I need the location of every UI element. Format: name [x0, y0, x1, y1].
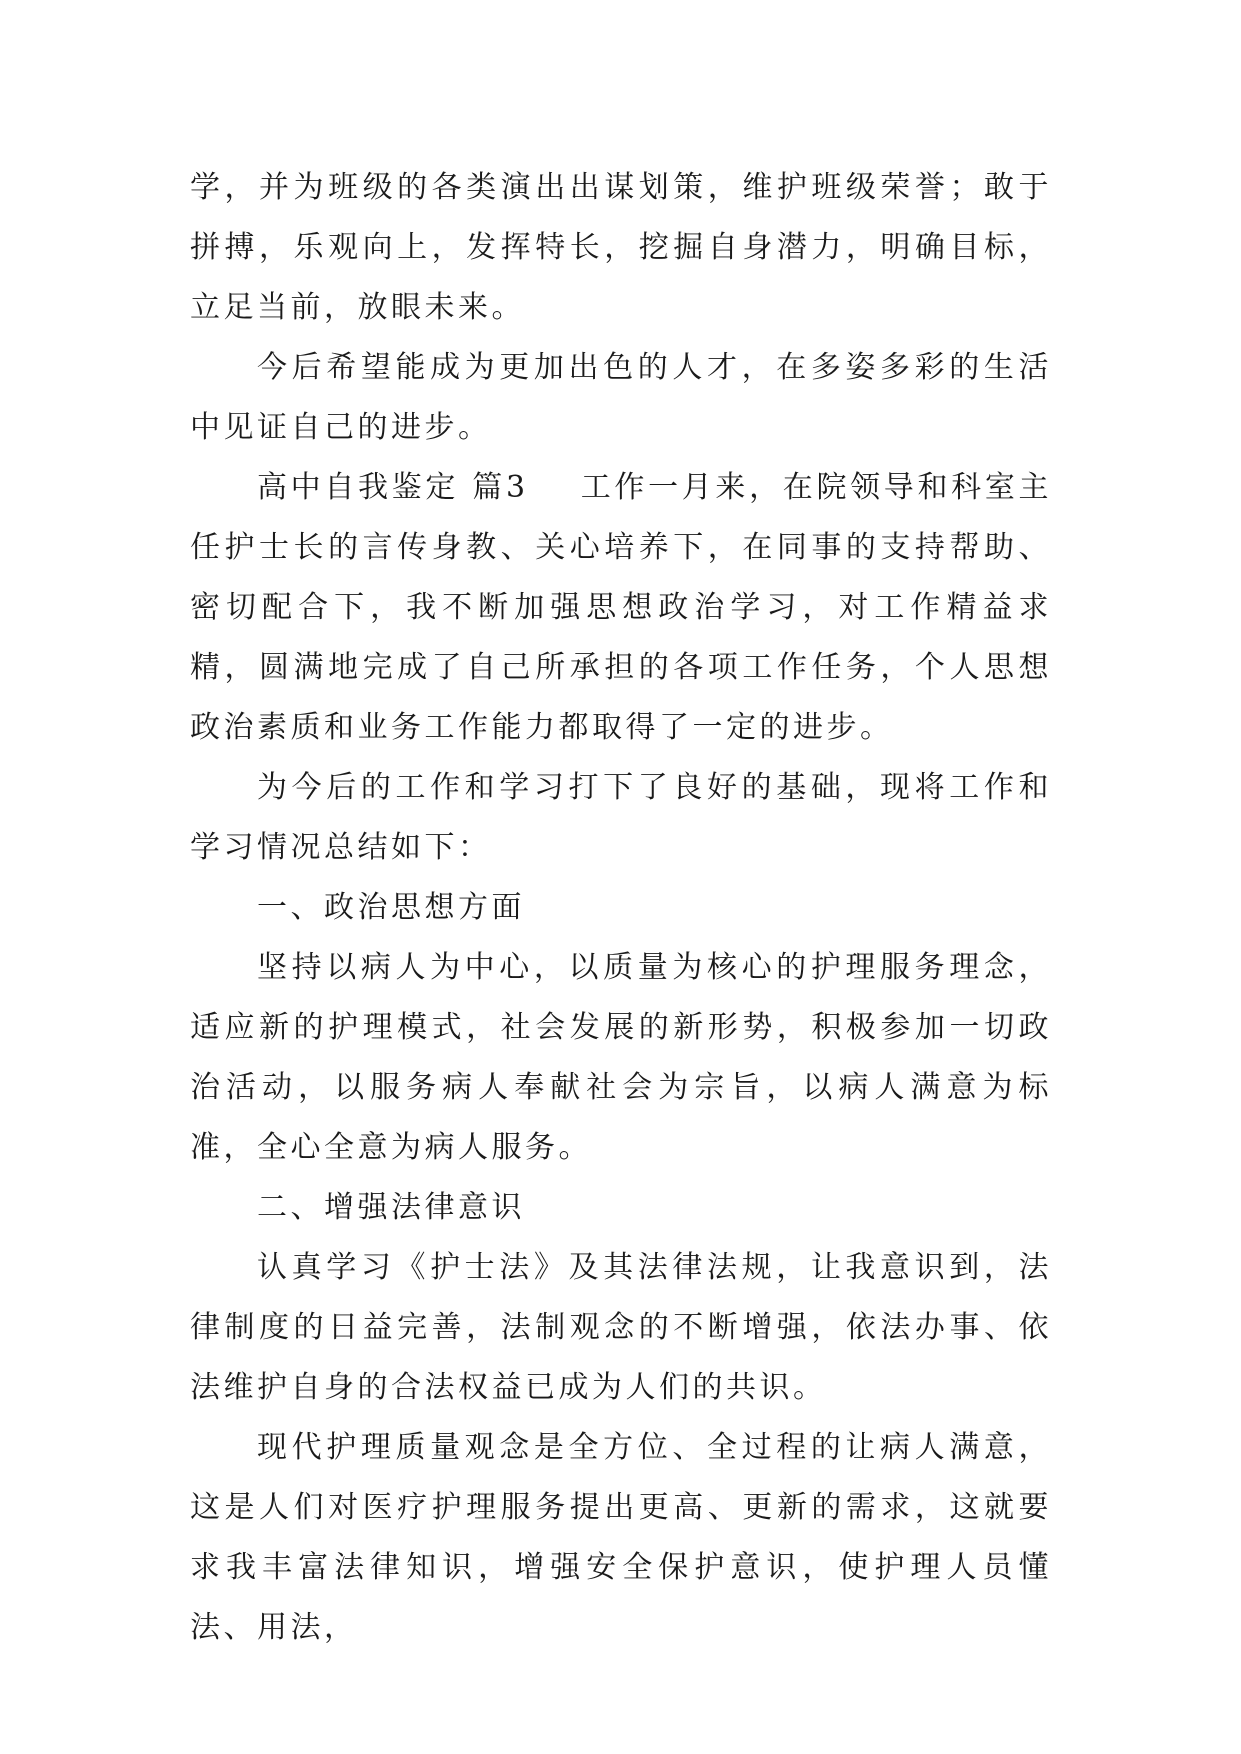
paragraph-9: 现代护理质量观念是全方位、全过程的让病人满意，这是人们对医疗护理服务提出更高、更新的需求，这就要求我丰富法律知识，增强安全保护意识，使护理人员懂法、用法， — [190, 1430, 1052, 1645]
paragraph-8: 认真学习《护士法》及其法律法规，让我意识到，法律制度的日益完善，法制观念的不断增强，依法办事、依法维护自身的合法权益已成为人们的共识。 — [190, 1250, 1052, 1405]
paragraph-2: 今后希望能成为更加出色的人才，在多姿多彩的生活中见证自己的进步。 — [190, 350, 1052, 445]
document-body — [190, 158, 1052, 1658]
paragraph-3 — [190, 458, 1052, 758]
paragraph-4: 为今后的工作和学习打下了良好的基础，现将工作和学习情况总结如下： — [190, 770, 1052, 865]
paragraph-1: 学，并为班级的各类演出出谋划策，维护班级荣誉；敢于拼搏，乐观向上，发挥特长，挖掘自身潜力，明确目标，立足当前，放眼未来。 — [190, 170, 1052, 325]
paragraph-3-text: 工作一月来，在院领导和科室主任护士长的言传身教、关心培养下，在同事的支持帮助、密切配合下，我不断加强思想政治学习，对工作精益求精，圆满地完成了自己所承担的各项工作任务，个人思想政治素质和业务工作能力都取得了一定的进步。 — [190, 470, 1053, 745]
section-heading-1: 一、政治思想方面 — [257, 890, 525, 925]
section-title: 高中自我鉴定 篇3 — [257, 470, 529, 505]
section-heading-2: 二、增强法律意识 — [257, 1190, 525, 1225]
paragraph-6: 坚持以病人为中心，以质量为核心的护理服务理念，适应新的护理模式，社会发展的新形势，积极参加一切政治活动，以服务病人奉献社会为宗旨，以病人满意为标准，全心全意为病人服务。 — [190, 950, 1052, 1165]
